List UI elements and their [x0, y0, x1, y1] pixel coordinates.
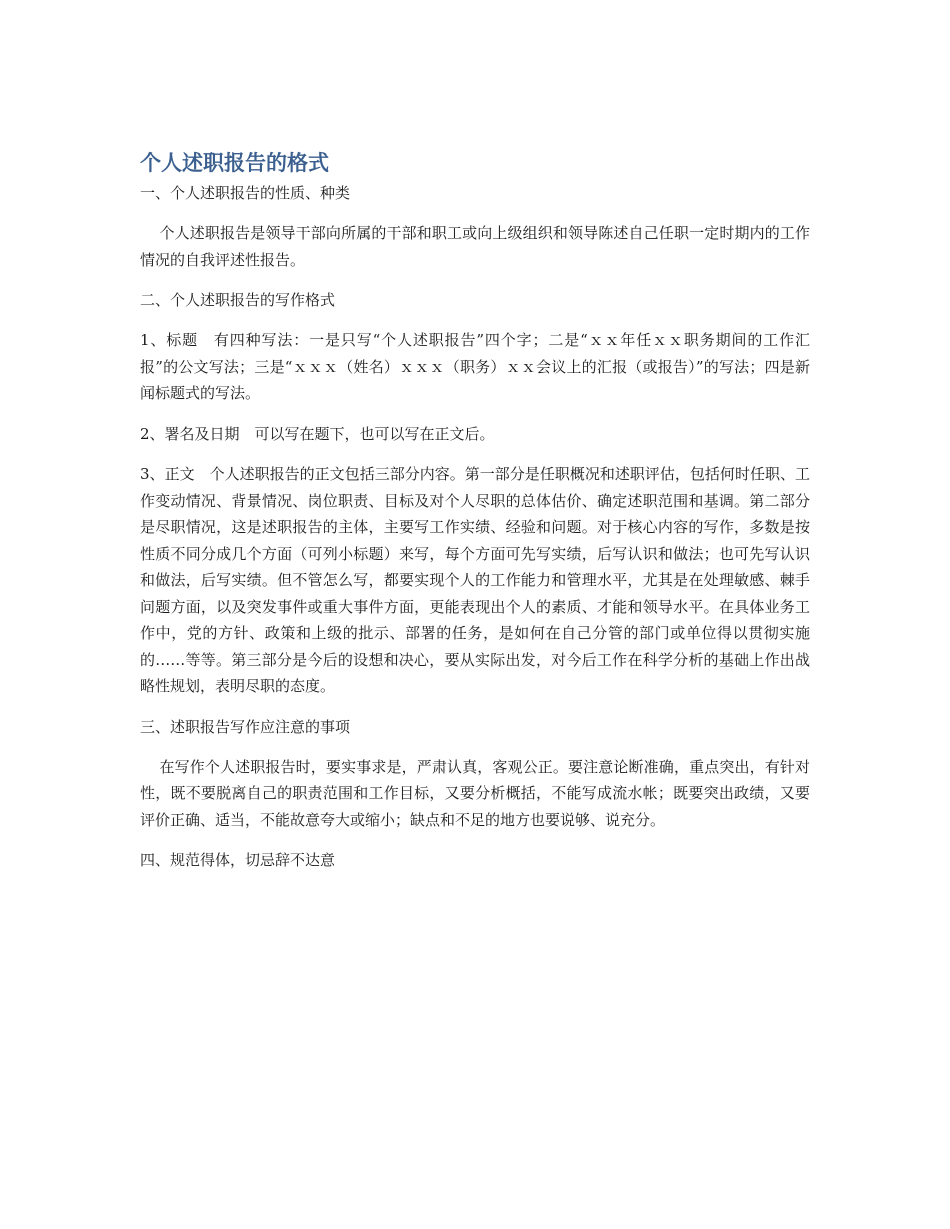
- document-title: 个人述职报告的格式: [140, 151, 329, 175]
- item-body-paragraph: 3、正文 个人述职报告的正文包括三部分内容。第一部分是任职概况和述职评估，包括何时任职、工作变动情况、背景情况、岗位职责、目标及对个人尽职的总体估价、确定述职范围和基调。第二部分是尽职情况，这是述职报告的主体，主要写工作实绩、经验和问题。对于核心内容的写作，多数是按性质不同分成几个方面（可列小标题）来写，每个方面可先写实绩，后写认识和做法；也可先写认识和做法，后写实绩。但不管怎么写，都要实现个人的工作能力和管理水平，尤其是在处理敏感、棘手问题方面，以及突发事件或重大事件方面，更能表现出个人的素质、才能和领导水平。在具体业务工作中，党的方针、政策和上级的批示、部署的任务，是如何在自己分管的部门或单位得以贯彻实施的……等等。第三部分是今后的设想和决心，要从实际出发，对今后工作在科学分析的基础上作出战略性规划，表明尽职的态度。: [140, 465, 810, 695]
- document-page: [140, 148, 810, 887]
- section-2-heading: 二、个人述职报告的写作格式: [140, 291, 336, 309]
- section-3-paragraph: 在写作个人述职报告时，要实事求是，严肃认真，客观公正。要注意论断准确，重点突出，有针对性，既不要脱离自己的职责范围和工作目标，又要分析概括，不能写成流水帐；既要突出政绩，又要评价正确、适当，不能故意夸大或缩小；缺点和不足的地方也要说够、说充分。: [140, 757, 810, 829]
- section-4-heading: 四、规范得体，切忌辞不达意: [140, 851, 336, 869]
- item-signature-paragraph: 2、署名及日期 可以写在题下，也可以写在正文后。: [140, 424, 495, 443]
- item-title-paragraph: 1、标题 有四种写法：一是只写“个人述职报告”四个字；二是“ｘｘ年任ｘｘ职务期间的工作汇报”的公文写法；三是“ｘｘｘ（姓名）ｘｘｘ（职务）ｘｘ会议上的汇报（或报告）”的写法；四是新闻标题式的写法。: [140, 331, 810, 402]
- section-3-heading: 三、述职报告写作应注意的事项: [140, 717, 351, 736]
- section-1-heading: 一、个人述职报告的性质、种类: [140, 184, 351, 202]
- section-1-paragraph: 个人述职报告是领导干部向所属的干部和职工或向上级组织和领导陈述自己任职一定时期内的工作情况的自我评述性报告。: [140, 224, 810, 269]
